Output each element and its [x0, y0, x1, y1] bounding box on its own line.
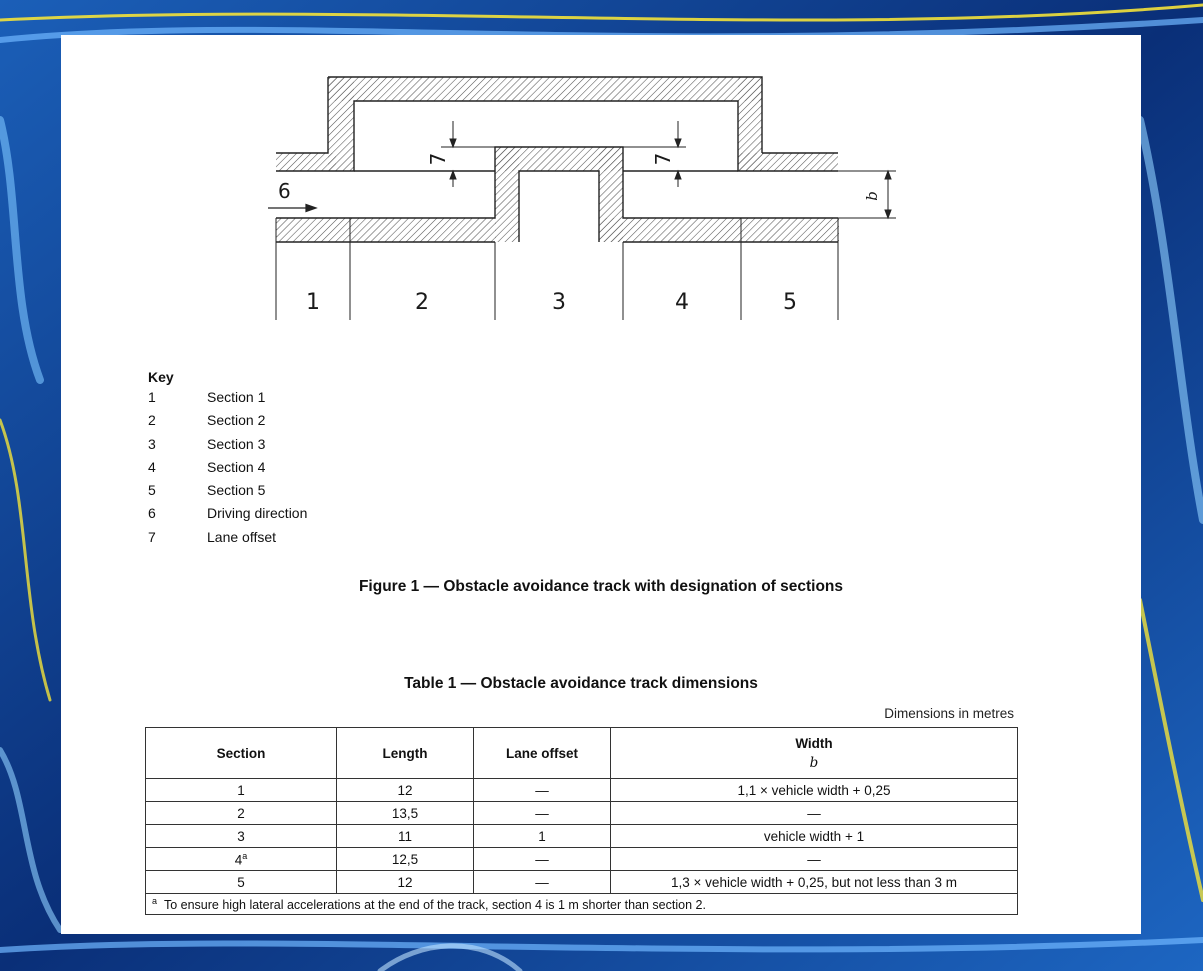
- footnote-ref: a: [242, 850, 248, 861]
- cell-width: 1,3 × vehicle width + 0,25, but not less than 3 m: [611, 871, 1018, 894]
- cell-length: 12: [337, 871, 474, 894]
- header-length: Length: [337, 728, 474, 779]
- table-title: Table 1 — Obstacle avoidance track dimensions: [404, 675, 758, 692]
- callout-lane-offset-left: 7: [426, 152, 450, 166]
- header-width-label: Width: [795, 735, 833, 751]
- table-row: [146, 825, 1018, 848]
- table-row: [146, 871, 1018, 894]
- cell-length: 12: [337, 779, 474, 802]
- table-row: [146, 779, 1018, 802]
- key-label: Section 5: [207, 482, 266, 499]
- track-diagram: [61, 35, 1141, 335]
- section-number-4: 4: [675, 290, 689, 315]
- section-number-2: 2: [415, 290, 429, 315]
- cell-width: —: [611, 848, 1018, 871]
- driving-direction-arrow: [268, 205, 316, 212]
- section-number-1: 1: [306, 290, 320, 315]
- cell-section: 3: [146, 825, 337, 848]
- table-row: [146, 802, 1018, 825]
- key-number: 4: [148, 458, 156, 475]
- key-number: 6: [148, 505, 156, 522]
- header-width: [611, 728, 1018, 779]
- header-section: Section: [146, 728, 337, 779]
- cell-lane-offset: —: [474, 779, 611, 802]
- section-number-3: 3: [552, 290, 566, 315]
- section-number-5: 5: [783, 290, 797, 315]
- table-footnote: [146, 894, 1018, 915]
- cell-length: 12,5: [337, 848, 474, 871]
- header-width-symbol: b: [809, 754, 819, 771]
- units-note: Dimensions in metres: [884, 706, 1014, 721]
- cell-lane-offset: —: [474, 848, 611, 871]
- table-header-row: [146, 728, 1018, 779]
- cell-length: 13,5: [337, 802, 474, 825]
- key-label: Section 4: [207, 458, 266, 475]
- dimensions-table: [145, 727, 1018, 915]
- key-label: Section 2: [207, 412, 266, 429]
- key-item: [148, 412, 307, 435]
- key-number: 3: [148, 435, 156, 452]
- key-label: Section 3: [207, 435, 266, 452]
- key-title: Key: [148, 369, 174, 385]
- callout-driving-direction: 6: [278, 179, 291, 203]
- footnote-marker: a: [152, 895, 158, 906]
- key-item: [148, 529, 307, 552]
- key-item: [148, 505, 307, 528]
- cell-section: 2: [146, 802, 337, 825]
- callout-lane-offset-right: 7: [651, 152, 675, 166]
- key-item: [148, 389, 307, 412]
- cell-lane-offset: —: [474, 802, 611, 825]
- width-symbol: b: [863, 191, 881, 201]
- cell-section: 1: [146, 779, 337, 802]
- cell-section: 5: [146, 871, 337, 894]
- cell-section-value: 4: [234, 852, 243, 868]
- key-number: 2: [148, 412, 156, 429]
- key-number: 7: [148, 528, 156, 545]
- table-row: [146, 848, 1018, 871]
- figure-caption: Figure 1 — Obstacle avoidance track with designation of sections: [358, 578, 844, 595]
- key-item: [148, 436, 307, 459]
- header-lane-offset: Lane offset: [474, 728, 611, 779]
- table-footnote-row: [146, 894, 1018, 915]
- figure-key: [148, 369, 307, 552]
- cell-width: —: [611, 802, 1018, 825]
- footnote-text: To ensure high lateral accelerations at the end of the track, section 4 is 1 m shorter than section 2.: [163, 898, 706, 913]
- cell-lane-offset: 1: [474, 825, 611, 848]
- key-item: [148, 459, 307, 482]
- key-item: [148, 482, 307, 505]
- cell-length: 11: [337, 825, 474, 848]
- cell-width: vehicle width + 1: [611, 825, 1018, 848]
- key-label: Lane offset: [207, 528, 277, 545]
- key-label: Section 1: [207, 389, 266, 405]
- key-number: 5: [148, 482, 156, 499]
- cell-width: 1,1 × vehicle width + 0,25: [611, 779, 1018, 802]
- cell-lane-offset: —: [474, 871, 611, 894]
- key-label: Driving direction: [207, 505, 308, 522]
- key-number: 1: [148, 389, 156, 405]
- cell-section: [146, 848, 337, 871]
- document-page: [61, 35, 1141, 934]
